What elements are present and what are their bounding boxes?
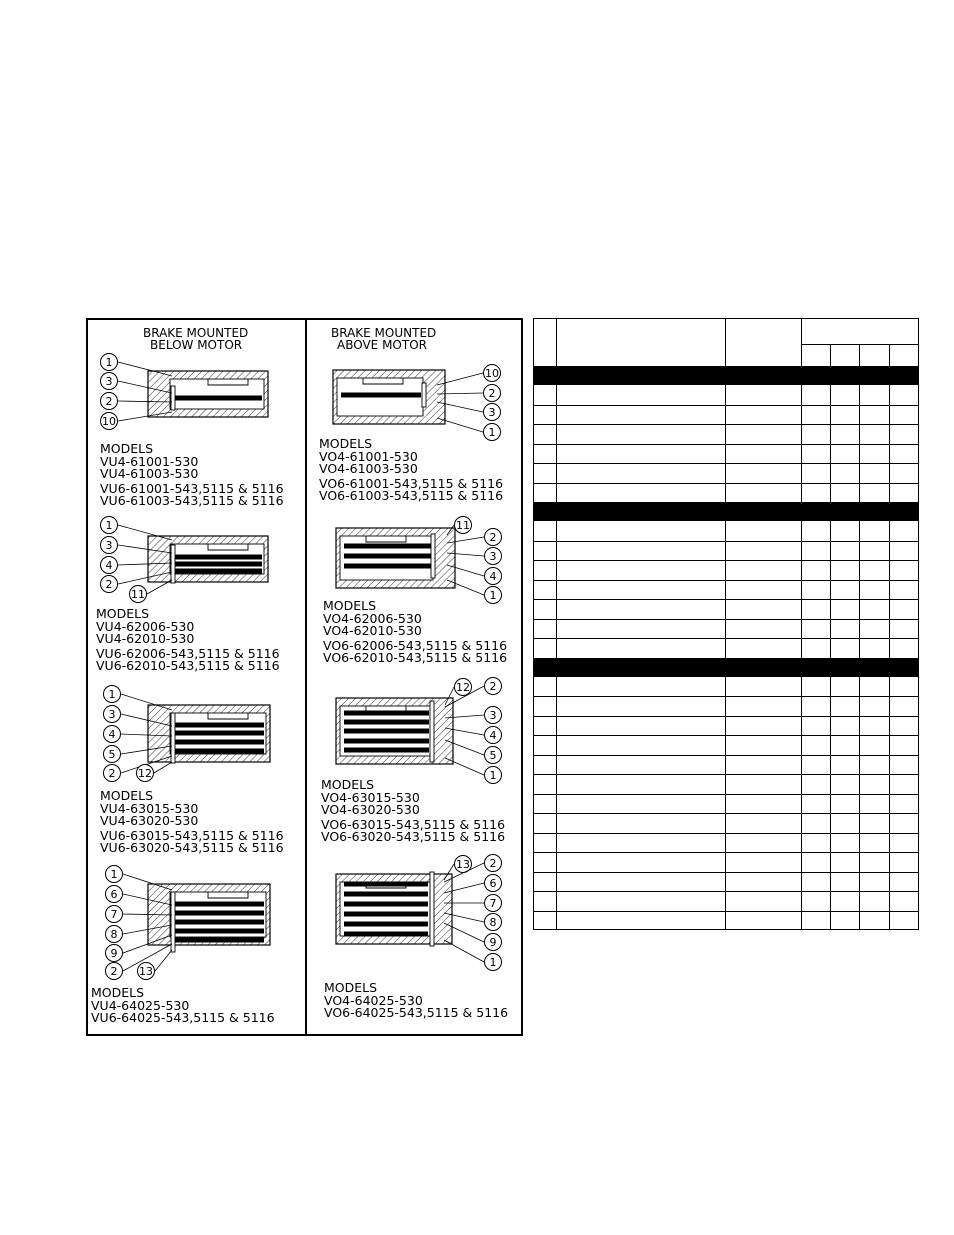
- callout-leader: [118, 362, 172, 376]
- callout-number: 1: [108, 688, 116, 701]
- callout-number: 1: [488, 426, 496, 439]
- callout-number: 2: [105, 578, 113, 591]
- callout-number: 12: [138, 767, 152, 780]
- table-row-line: [533, 619, 919, 620]
- model-number: VO6-63015-543,5115 & 5116: [321, 817, 506, 832]
- callout-number: 4: [489, 570, 497, 583]
- table-row-line: [533, 541, 919, 542]
- model-number: VU6-61001-543,5115 & 5116: [100, 481, 284, 496]
- models-label: MODELS: [319, 436, 373, 451]
- callout-number: 10: [102, 415, 116, 428]
- callout-number: 1: [489, 589, 497, 602]
- above-header-line1: BRAKE MOUNTED: [331, 326, 437, 340]
- table-row-line: [533, 813, 919, 814]
- model-number: VU4-62006-530: [96, 619, 195, 634]
- retaining-pin: [171, 713, 175, 763]
- below-figure-3: [104, 686, 271, 782]
- retaining-pin: [171, 892, 175, 952]
- table-column-line: [918, 318, 919, 930]
- models-label: MODELS: [324, 980, 378, 995]
- callout-number: 5: [489, 749, 497, 762]
- table-row-line: [533, 852, 919, 853]
- callout-leader: [437, 418, 483, 432]
- table-column-line: [533, 318, 534, 930]
- callout-number: 2: [105, 395, 113, 408]
- callout-number: 3: [105, 375, 113, 388]
- brake-disc: [174, 562, 262, 567]
- brake-disc: [344, 922, 428, 927]
- model-number: VU4-62010-530: [96, 631, 195, 646]
- callout-leader: [154, 762, 172, 773]
- table-border-top: [533, 318, 919, 319]
- section-header-band: [533, 658, 919, 677]
- brake-disc: [344, 912, 428, 917]
- model-number: VO6-63020-543,5115 & 5116: [321, 829, 506, 844]
- table-column-line: [889, 344, 890, 930]
- parts-table: [533, 318, 919, 930]
- table-row-line: [533, 424, 919, 425]
- brake-disc: [174, 740, 264, 745]
- callout-number: 4: [108, 728, 116, 741]
- callout-number: 1: [489, 956, 497, 969]
- model-number: VO6-64025-543,5115 & 5116: [324, 1005, 509, 1020]
- callout-number: 5: [108, 748, 116, 761]
- table-column-line: [725, 318, 726, 930]
- table-row-line: [533, 405, 919, 406]
- table-row-line: [533, 755, 919, 756]
- table-row-line: [533, 891, 919, 892]
- model-number: VO4-61003-530: [319, 461, 418, 476]
- table-row-line: [533, 638, 919, 639]
- brake-disc: [174, 396, 262, 401]
- retaining-pin: [431, 534, 435, 578]
- table-row-line: [533, 774, 919, 775]
- retaining-pin: [422, 383, 426, 407]
- callout-number: 3: [108, 708, 116, 721]
- table-row-line: [533, 483, 919, 484]
- models-label: MODELS: [96, 606, 150, 621]
- model-number: VU4-63020-530: [100, 813, 199, 828]
- brake-disc: [344, 748, 429, 753]
- above-figure-2: [336, 517, 502, 604]
- model-number: VU6-63015-543,5115 & 5116: [100, 828, 284, 843]
- callout-number: 12: [456, 681, 470, 694]
- brake-disc: [344, 720, 429, 725]
- brake-disc: [174, 938, 264, 943]
- model-number: VO6-61001-543,5115 & 5116: [319, 476, 504, 491]
- models-label: MODELS: [100, 441, 154, 456]
- table-row-line: [533, 560, 919, 561]
- brake-disc: [344, 882, 428, 887]
- brake-disc: [174, 731, 264, 736]
- brake-disc: [344, 711, 429, 716]
- brake-disc: [174, 723, 264, 728]
- brake-disc: [344, 554, 431, 559]
- above-figure-3: [336, 678, 502, 784]
- table-row-line: [533, 794, 919, 795]
- below-figure-1: [101, 354, 269, 430]
- models-label: MODELS: [323, 598, 377, 613]
- brake-disc: [344, 932, 428, 937]
- table-row-line: [533, 911, 919, 912]
- brake-disc: [174, 569, 262, 574]
- model-number: VU6-61003-543,5115 & 5116: [100, 493, 284, 508]
- callout-number: 8: [489, 916, 497, 929]
- callout-number: 2: [110, 965, 118, 978]
- brake-disc: [344, 892, 428, 897]
- models-label: MODELS: [91, 985, 145, 1000]
- model-number: VU4-64025-530: [91, 998, 190, 1013]
- callout-number: 1: [110, 868, 118, 881]
- callout-number: 7: [110, 908, 118, 921]
- model-number: VO6-61003-543,5115 & 5116: [319, 488, 504, 503]
- housing-bore: [170, 379, 264, 409]
- callout-number: 3: [488, 406, 496, 419]
- callout-number: 2: [489, 680, 497, 693]
- brake-disc: [344, 564, 431, 569]
- brake-disc: [174, 911, 264, 916]
- table-row-line: [533, 872, 919, 873]
- header-subline: [801, 344, 919, 345]
- table-row-line: [533, 833, 919, 834]
- callout-number: 2: [489, 531, 497, 544]
- callout-number: 13: [139, 965, 153, 978]
- callout-leader: [444, 940, 484, 962]
- above-figure-1: [333, 365, 501, 441]
- retaining-pin: [430, 872, 434, 946]
- table-row-line: [533, 463, 919, 464]
- callout-leader: [155, 950, 172, 971]
- above-figure-4: [336, 855, 502, 971]
- model-number: VU4-61003-530: [100, 466, 199, 481]
- below-header-line1: BRAKE MOUNTED: [143, 326, 249, 340]
- below-figure-2: [101, 517, 269, 603]
- section-header-band: [533, 366, 919, 385]
- brake-disc: [341, 393, 421, 398]
- callout-number: 11: [131, 588, 145, 601]
- callout-number: 4: [489, 729, 497, 742]
- models-label: MODELS: [321, 777, 375, 792]
- callout-number: 2: [489, 857, 497, 870]
- retaining-pin: [171, 386, 175, 410]
- callout-number: 3: [489, 709, 497, 722]
- table-column-line: [801, 318, 802, 930]
- callout-number: 3: [105, 539, 113, 552]
- housing-bore: [340, 882, 430, 936]
- callout-number: 2: [108, 767, 116, 780]
- model-number: VO4-62010-530: [323, 623, 422, 638]
- table-row-line: [533, 696, 919, 697]
- table-row-line: [533, 444, 919, 445]
- brake-disc: [344, 902, 428, 907]
- table-column-line: [830, 344, 831, 930]
- table-row-line: [533, 716, 919, 717]
- callout-number: 10: [485, 367, 499, 380]
- model-number: VO4-61001-530: [319, 449, 418, 464]
- callout-number: 11: [456, 519, 470, 532]
- model-number: VU6-62006-543,5115 & 5116: [96, 646, 280, 661]
- table-row-line: [533, 735, 919, 736]
- brake-disc: [174, 920, 264, 925]
- callout-leader: [118, 525, 172, 540]
- model-number: VU6-64025-543,5115 & 5116: [91, 1010, 275, 1025]
- model-number: VO4-64025-530: [324, 993, 423, 1008]
- brake-disc: [174, 902, 264, 907]
- callout-number: 7: [489, 897, 497, 910]
- callout-leader: [445, 758, 484, 775]
- below-figure-4: [106, 866, 271, 980]
- brake-disc: [344, 739, 429, 744]
- brake-disc: [174, 929, 264, 934]
- model-number: VU6-62010-543,5115 & 5116: [96, 658, 280, 673]
- model-number: VO6-62006-543,5115 & 5116: [323, 638, 508, 653]
- model-number: VO6-62010-543,5115 & 5116: [323, 650, 508, 665]
- model-number: VO4-62006-530: [323, 611, 422, 626]
- callout-number: 1: [105, 356, 113, 369]
- callout-number: 8: [110, 928, 118, 941]
- callout-number: 13: [456, 858, 470, 871]
- model-number: VU4-63015-530: [100, 801, 199, 816]
- below-header-line2: BELOW MOTOR: [150, 338, 243, 352]
- callout-leader: [121, 694, 172, 710]
- callout-number: 1: [489, 769, 497, 782]
- callout-number: 2: [488, 387, 496, 400]
- retaining-pin: [171, 545, 175, 583]
- models-label: MODELS: [100, 788, 154, 803]
- brake-disc: [344, 729, 429, 734]
- retaining-pin: [430, 701, 434, 762]
- model-number: VU4-61001-530: [100, 454, 199, 469]
- model-number: VO4-63020-530: [321, 802, 420, 817]
- callout-number: 1: [105, 519, 113, 532]
- table-column-line: [556, 318, 557, 930]
- callout-number: 9: [489, 936, 497, 949]
- callout-number: 6: [489, 877, 497, 890]
- model-number: VU6-63020-543,5115 & 5116: [100, 840, 284, 855]
- table-row-line: [533, 580, 919, 581]
- table-border-bottom: [533, 929, 919, 930]
- callout-number: 3: [489, 550, 497, 563]
- brake-disc: [344, 544, 431, 549]
- model-number: VO4-63015-530: [321, 790, 420, 805]
- callout-number: 9: [110, 947, 118, 960]
- brake-disc: [174, 749, 264, 754]
- callout-number: 4: [105, 559, 113, 572]
- brake-disc: [174, 555, 262, 560]
- table-column-line: [859, 344, 860, 930]
- above-header-line2: ABOVE MOTOR: [337, 338, 427, 352]
- callout-number: 6: [110, 888, 118, 901]
- section-header-band: [533, 502, 919, 521]
- table-row-line: [533, 599, 919, 600]
